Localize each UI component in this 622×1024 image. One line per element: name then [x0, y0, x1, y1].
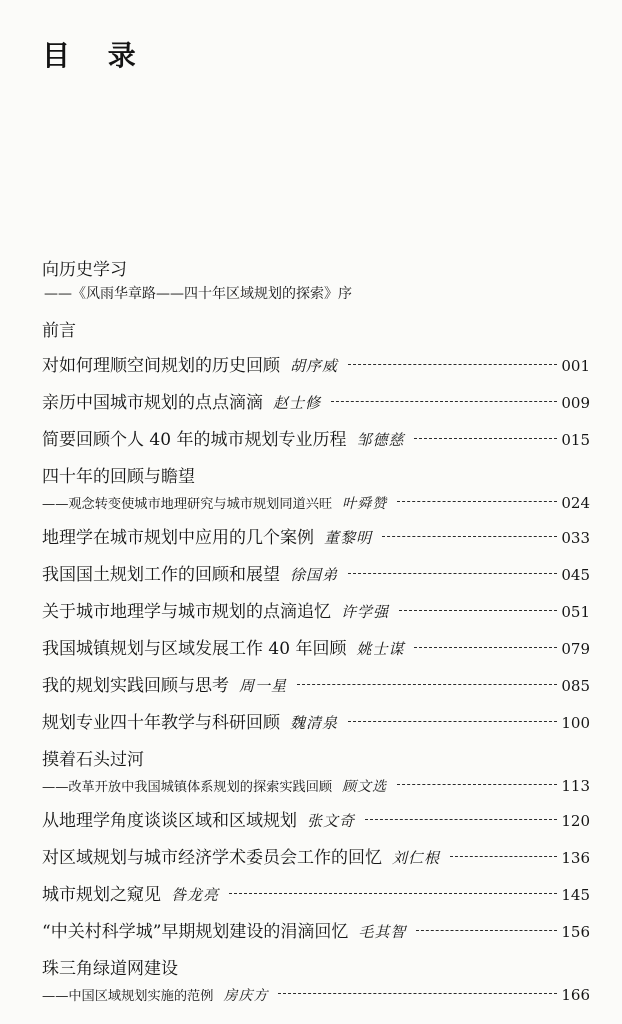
toc-entry-line: [42, 527, 590, 550]
toc-entry-subline: [42, 985, 590, 1005]
toc-entry-subline: [42, 493, 590, 513]
toc-entry: [42, 884, 590, 907]
dot-leader: [331, 401, 557, 402]
toc-entry-subtitle: ——改革开放中我国城镇体系规划的探索实践回顾: [42, 780, 333, 795]
toc-entry-line: [42, 958, 590, 981]
dot-leader: [297, 684, 557, 685]
toc-entry-line: [42, 884, 590, 907]
toc-entry: [42, 638, 590, 661]
toc-entry-line: [42, 429, 590, 452]
toc-entry-title: 地理学在城市规划中应用的几个案例: [42, 528, 314, 548]
toc-entry-line: [42, 749, 590, 772]
toc-entry-page: 001: [561, 357, 590, 375]
toc-entry-title: 珠三角绿道网建设: [42, 959, 178, 979]
toc-entry-author: 毛其智: [358, 923, 407, 941]
toc-entry-page: 120: [561, 812, 590, 830]
toc-entry-author: 姚士谋: [356, 640, 405, 658]
toc-entry-title: 规划专业四十年教学与科研回顾: [42, 713, 280, 733]
toc-entry-line: [42, 847, 590, 870]
preface-subtitle: ——《风雨华章路——四十年区域规划的探索》序: [44, 286, 352, 302]
toc-entry-author: 张文奇: [307, 812, 356, 830]
preface-title: 向历史学习: [42, 260, 127, 280]
toc-entry: [42, 355, 590, 378]
foreword-title: 前言: [42, 321, 76, 341]
toc-entry: [42, 429, 590, 452]
dot-leader: [399, 610, 557, 611]
toc-entry-title: 我的规划实践回顾与思考: [42, 676, 229, 696]
toc-entry-author: 赵士修: [273, 394, 322, 412]
toc-entry-author: 叶舜赞: [342, 496, 388, 512]
toc-entry-page: 100: [561, 714, 590, 732]
toc-entry-title: 摸着石头过河: [42, 750, 144, 770]
toc-entry-author: 魏清泉: [290, 714, 339, 732]
toc-entry-page: 024: [561, 494, 590, 512]
toc-entry-title: 四十年的回顾与瞻望: [42, 467, 195, 487]
toc-entry-page: 033: [561, 529, 590, 547]
toc-entry: [42, 921, 590, 944]
toc-entry-title: 亲历中国城市规划的点点滴滴: [42, 393, 263, 413]
dot-leader: [348, 721, 557, 722]
toc-entry-title: 对区域规划与城市经济学术委员会工作的回忆: [42, 848, 382, 868]
toc-entry-author: 周一星: [239, 677, 288, 695]
toc-entry-title: 对如何理顺空间规划的历史回顾: [42, 356, 280, 376]
toc-entry-subtitle: ——中国区域规划实施的范例: [42, 989, 214, 1004]
toc-entry: [42, 466, 590, 513]
toc-entry-title: 我国国土规划工作的回顾和展望: [42, 565, 280, 585]
toc-entry-title: “中关村科学城”早期规划建设的涓滴回忆: [42, 922, 349, 942]
toc-entry-title: 简要回顾个人 40 年的城市规划专业历程: [42, 430, 347, 450]
toc-entry-page: 156: [561, 923, 590, 941]
toc-entry-page: 051: [561, 603, 590, 621]
dot-leader: [414, 438, 557, 439]
toc-entry: [42, 601, 590, 624]
dot-leader: [414, 647, 557, 648]
toc-entry-line: [42, 601, 590, 624]
toc-entry-page: 166: [561, 986, 590, 1004]
toc-entry: [42, 810, 590, 833]
toc-entry-subtitle: ——观念转变使城市地理研究与城市规划同道兴旺: [42, 497, 333, 512]
toc-entry-author: 胡序威: [290, 357, 339, 375]
dot-leader: [229, 893, 557, 894]
toc-entry: [42, 749, 590, 796]
toc-entry-line: [42, 564, 590, 587]
toc-entry-line: [42, 810, 590, 833]
dot-leader: [397, 784, 557, 785]
toc-entry-subline: [42, 776, 590, 796]
toc-entry-author: 许学强: [341, 603, 390, 621]
toc-entry-line: [42, 712, 590, 735]
toc-entry-title: 从地理学角度谈谈区域和区域规划: [42, 811, 297, 831]
toc-entry: [42, 958, 590, 1005]
toc-entry-author: 董黎明: [324, 529, 373, 547]
toc-entry-author: 昝龙亮: [171, 886, 220, 904]
toc-entry: [42, 712, 590, 735]
dot-leader: [382, 536, 557, 537]
dot-leader: [348, 573, 557, 574]
toc-entry-author: 刘仁根: [392, 849, 441, 867]
toc-entry-author: 顾文选: [342, 779, 388, 795]
dot-leader: [450, 856, 557, 857]
page-title: 目 录: [42, 39, 150, 72]
toc-entry-author: 房庆方: [223, 988, 269, 1004]
toc-entry-page: 145: [561, 886, 590, 904]
toc-entry-title: 我国城镇规划与区域发展工作 40 年回顾: [42, 639, 347, 659]
dot-leader: [416, 930, 557, 931]
toc-entry-line: [42, 466, 590, 489]
toc-entry-title: 关于城市地理学与城市规划的点滴追忆: [42, 602, 331, 622]
toc-entry-page: 079: [561, 640, 590, 658]
toc-entry-author: 邹德慈: [356, 431, 405, 449]
toc-entry-title: 城市规划之窥见: [42, 885, 161, 905]
toc-entry-page: 045: [561, 566, 590, 584]
toc-entry: [42, 847, 590, 870]
dot-leader: [365, 819, 557, 820]
toc-entry-page: 015: [561, 431, 590, 449]
toc-entry-page: 009: [561, 394, 590, 412]
toc-entry: [42, 527, 590, 550]
toc-list: [42, 355, 590, 1019]
toc-entry-page: 085: [561, 677, 590, 695]
toc-entry-line: [42, 638, 590, 661]
toc-entry-line: [42, 355, 590, 378]
toc-entry: [42, 564, 590, 587]
toc-entry-author: 徐国弟: [290, 566, 339, 584]
dot-leader: [397, 501, 557, 502]
toc-entry-page: 113: [561, 777, 590, 795]
toc-entry-line: [42, 921, 590, 944]
toc-entry-line: [42, 392, 590, 415]
dot-leader: [278, 993, 557, 994]
toc-entry-page: 136: [561, 849, 590, 867]
toc-entry: [42, 675, 590, 698]
toc-entry-line: [42, 675, 590, 698]
dot-leader: [348, 364, 557, 365]
toc-entry: [42, 392, 590, 415]
